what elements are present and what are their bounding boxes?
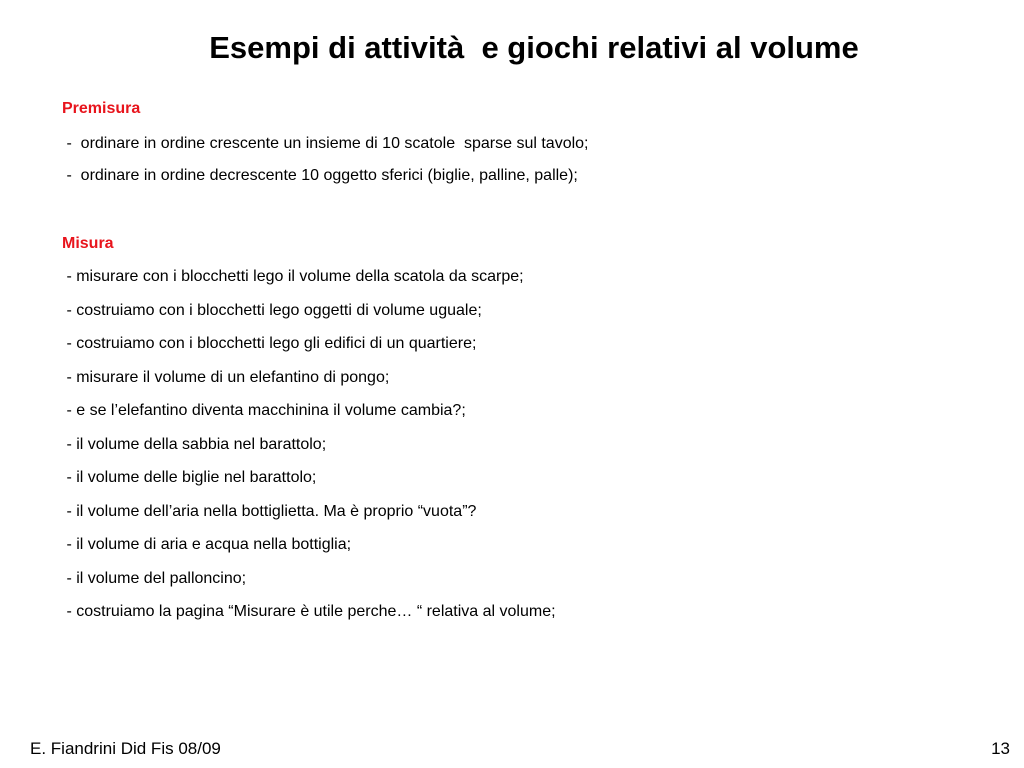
misura-item: - costruiamo con i blocchetti lego gli edifici di un quartiere; xyxy=(62,335,477,352)
misura-item: - il volume del palloncino; xyxy=(62,569,247,587)
misura-item: - costruiamo con i blocchetti lego oggetti di volume uguale; xyxy=(62,301,482,319)
slide-title: Esempi di attività e giochi relativi al volume xyxy=(209,30,859,65)
misura-item: - il volume delle biglie nel barattolo; xyxy=(62,469,317,486)
page-number: 13 xyxy=(991,739,1010,758)
misura-item: - il volume della sabbia nel barattolo; xyxy=(62,435,327,453)
misura-item: - misurare con i blocchetti lego il volume della scatola da scarpe; xyxy=(62,268,524,285)
misura-item: - misurare il volume di un elefantino di pongo; xyxy=(62,368,390,386)
misura-item: - costruiamo la pagina “Misurare è utile perche… “ relativa al volume; xyxy=(62,603,556,620)
premisura-item: - ordinare in ordine decrescente 10 oggetto sferici (biglie, palline, palle); xyxy=(62,166,578,184)
footer-author: E. Fiandrini Did Fis 08/09 xyxy=(30,739,221,758)
premisura-heading: Premisura xyxy=(62,100,141,117)
misura-heading: Misura xyxy=(62,235,114,252)
premisura-item: - ordinare in ordine crescente un insieme di 10 scatole sparse sul tavolo; xyxy=(62,135,589,152)
misura-item: - il volume di aria e acqua nella bottiglia; xyxy=(62,536,352,553)
misura-item: - il volume dell’aria nella bottiglietta. Ma è proprio “vuota”? xyxy=(62,502,477,520)
slide-content xyxy=(62,97,962,625)
section-spacer xyxy=(62,188,962,232)
misura-item: - e se l’elefantino diventa macchinina il volume cambia?; xyxy=(62,402,466,419)
